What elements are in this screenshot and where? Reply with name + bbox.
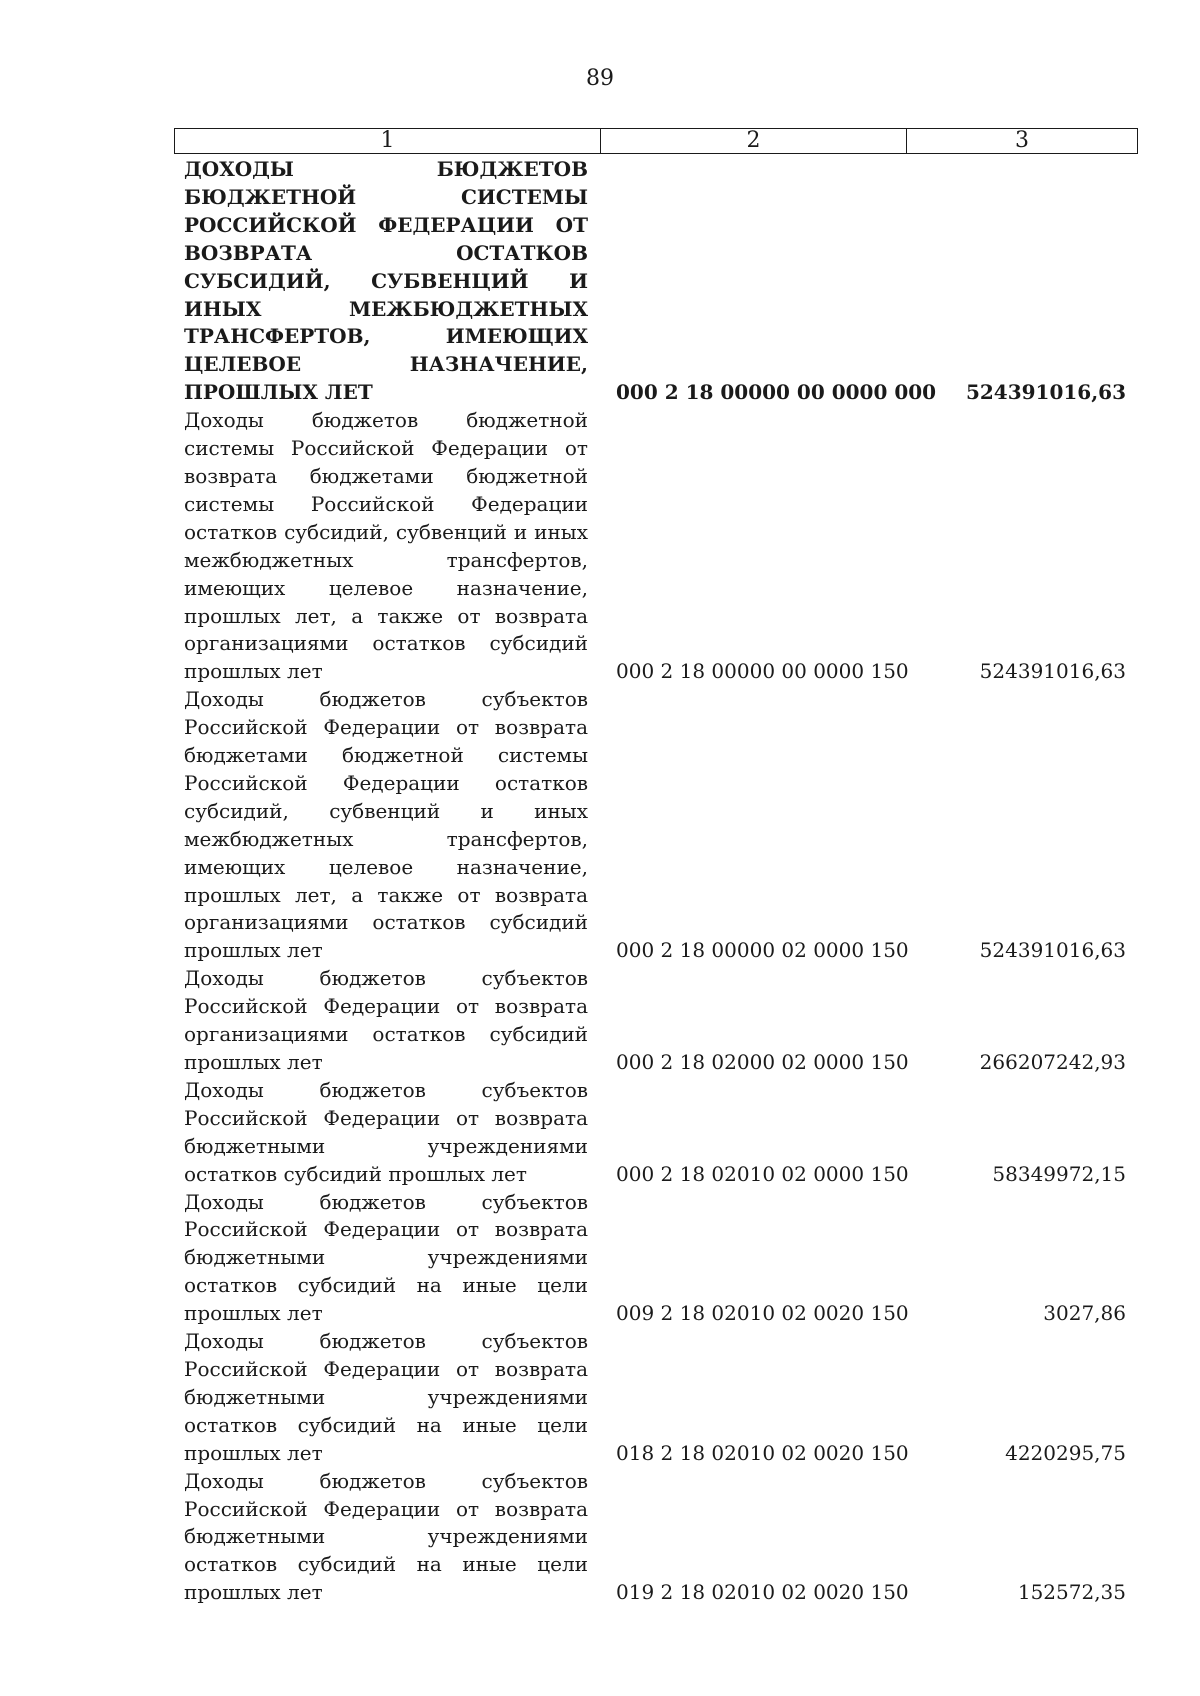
row-amount: 3027,86 <box>1043 1301 1126 1326</box>
row-description: Доходы бюджетов субъектов Российской Федерации от возврата бюджетами бюджетной системы Российской Федерации остатков субсидий, субвенций и иных межбюджетных трансфертов, имеющих целевое назначение, прошлых лет, а также от возврата организациями остатков субсидий прошлых лет <box>184 687 588 963</box>
row-amount: 266207242,93 <box>979 1050 1126 1074</box>
table-row <box>184 1077 1134 1189</box>
row-code: 009 2 18 02010 02 0020 150 <box>616 1301 909 1326</box>
row-description: ДОХОДЫ БЮДЖЕТОВ БЮДЖЕТНОЙ СИСТЕМЫ РОССИЙСКОЙ ФЕДЕРАЦИИ ОТ ВОЗВРАТА ОСТАТКОВ СУБСИДИЙ, СУБВЕНЦИЙ И ИНЫХ МЕЖБЮДЖЕТНЫХ ТРАНСФЕРТОВ, ИМЕЮЩИХ ЦЕЛЕВОЕ НАЗНАЧЕНИЕ, ПРОШЛЫХ ЛЕТ <box>184 157 588 405</box>
page-number: 89 <box>586 66 614 91</box>
table-row <box>184 1468 1134 1608</box>
row-description: Доходы бюджетов субъектов Российской Федерации от возврата бюджетными учреждениями остатков субсидий прошлых лет <box>184 1077 588 1186</box>
header-col-1: 1 <box>175 129 601 153</box>
table-row <box>184 156 1134 407</box>
row-amount: 4220295,75 <box>1005 1440 1126 1465</box>
row-code: 019 2 18 02010 02 0020 150 <box>616 1580 909 1605</box>
table-row <box>184 1328 1134 1468</box>
row-code: 000 2 18 02010 02 0000 150 <box>616 1161 909 1186</box>
row-description: Доходы бюджетов субъектов Российской Федерации от возврата бюджетными учреждениями остатков субсидий на иные цели прошлых лет <box>184 1468 588 1605</box>
row-code: 000 2 18 00000 02 0000 150 <box>616 938 909 963</box>
row-description: Доходы бюджетов субъектов Российской Федерации от возврата бюджетными учреждениями остатков субсидий на иные цели прошлых лет <box>184 1329 588 1465</box>
table-header <box>174 128 1138 154</box>
row-code: 018 2 18 02010 02 0020 150 <box>616 1440 909 1465</box>
table-row <box>184 686 1134 965</box>
row-amount: 524391016,63 <box>965 380 1126 405</box>
row-description: Доходы бюджетов бюджетной системы Российской Федерации от возврата бюджетами бюджетной системы Российской Федерации остатков субсидий, субвенций и иных межбюджетных трансфертов, имеющих целевое назначение, прошлых лет, а также от возврата организациями остатков субсидий прошлых лет <box>184 408 588 684</box>
row-amount: 58349972,15 <box>992 1161 1126 1186</box>
row-amount: 524391016,63 <box>979 938 1126 963</box>
table-row <box>184 1189 1134 1329</box>
header-col-3: 3 <box>1015 128 1029 153</box>
header-col-2: 2 <box>601 129 907 153</box>
row-code: 000 2 18 02000 02 0000 150 <box>616 1050 909 1074</box>
table-row <box>184 965 1134 1077</box>
row-amount: 524391016,63 <box>979 659 1126 684</box>
row-code: 000 2 18 00000 00 0000 000 <box>616 380 937 405</box>
table-body <box>184 156 1134 1607</box>
row-amount: 152572,35 <box>1017 1580 1126 1605</box>
row-description: Доходы бюджетов субъектов Российской Федерации от возврата бюджетными учреждениями остатков субсидий на иные цели прошлых лет <box>184 1189 588 1326</box>
row-description: Доходы бюджетов субъектов Российской Федерации от возврата организациями остатков субсидий прошлых лет <box>184 966 588 1074</box>
row-code: 000 2 18 00000 00 0000 150 <box>616 659 909 684</box>
table-row <box>184 407 1134 686</box>
